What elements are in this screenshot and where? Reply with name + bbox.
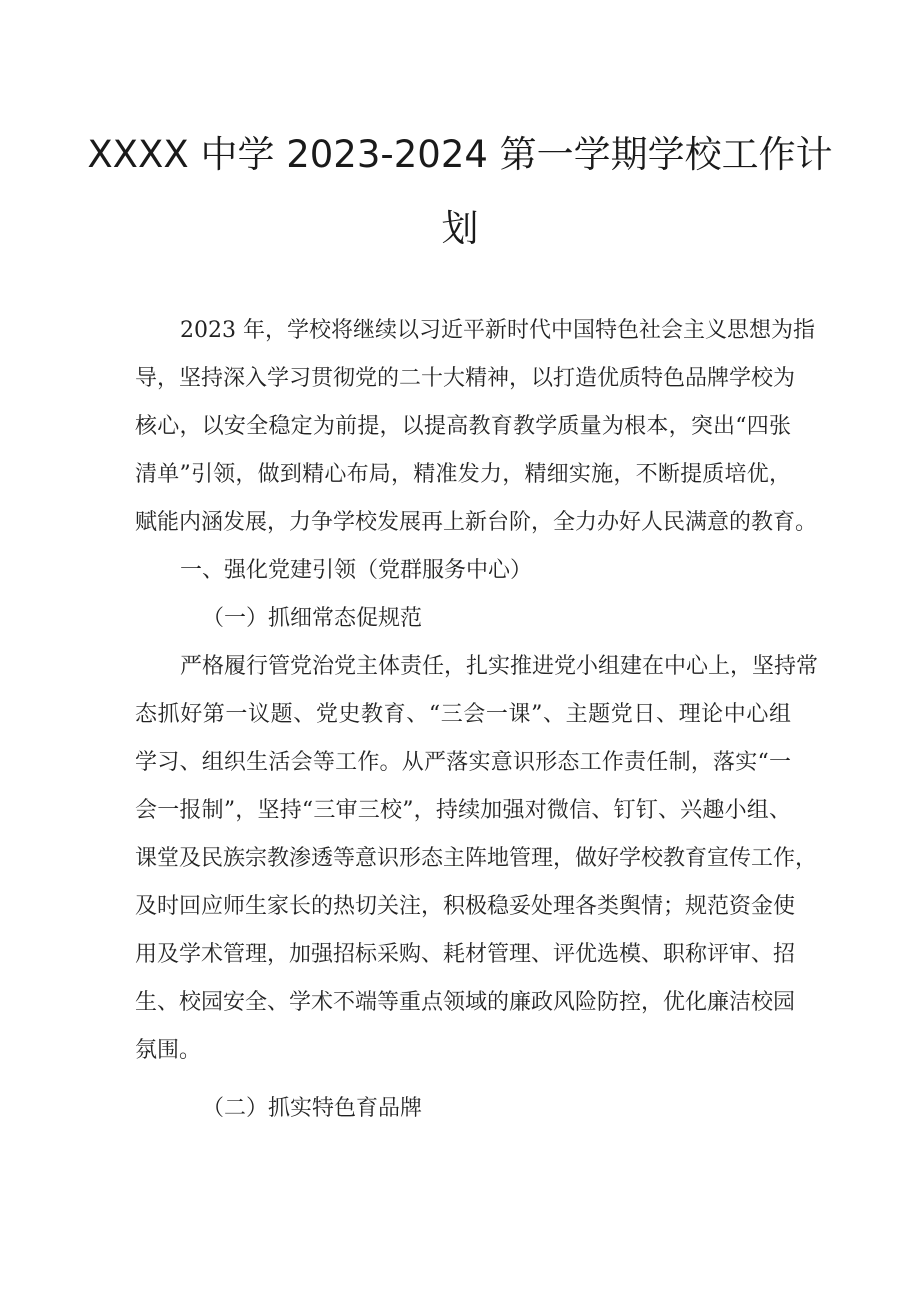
subsection-1-line-3: 学习、组织生活会等工作。从严落实意识形态工作责任制，落实“一 (135, 750, 791, 775)
intro-line-2: 导，坚持深入学习贯彻党的二十大精神，以打造优质特色品牌学校为 (135, 366, 796, 391)
intro-line-1: 2023 年，学校将继续以习近平新时代中国特色社会主义思想为指 (180, 318, 815, 343)
subsection-1-line-9: 氛围。 (135, 1038, 202, 1063)
intro-line-5: 赋能内涵发展，力争学校发展再上新台阶，全力办好人民满意的教育。 (135, 510, 818, 535)
document-title-line-2: 划 (441, 207, 479, 250)
document-title-line-1: XXXX 中学 2023-2024 第一学期学校工作计 (87, 133, 833, 176)
subsection-1-line-6: 及时回应师生家长的热切关注，积极稳妥处理各类舆情；规范资金使 (135, 894, 796, 919)
subsection-1-line-1: 严格履行管党治党主体责任，扎实推进党小组建在中心上，坚持常 (180, 654, 819, 679)
subsection-1-heading: （一）抓细常态促规范 (202, 606, 423, 631)
subsection-1-line-5: 课堂及民族宗教渗透等意识形态主阵地管理，做好学校教育宣传工作， (135, 846, 818, 871)
section-1-heading: 一、强化党建引领（党群服务中心） (180, 558, 533, 583)
subsection-1-line-7: 用及学术管理，加强招标采购、耗材管理、评优选模、职称评审、招 (135, 942, 796, 967)
intro-line-4: 清单”引领，做到精心布局，精准发力，精细实施，不断提质培优， (135, 462, 791, 487)
subsection-1-line-8: 生、校园安全、学术不端等重点领域的廉政风险防控，优化廉洁校园 (135, 990, 796, 1015)
subsection-1-line-4: 会一报制”，坚持“三审三校”，持续加强对微信、钉钉、兴趣小组、 (135, 798, 791, 823)
subsection-2-heading: （二）抓实特色育品牌 (202, 1096, 423, 1121)
subsection-1-line-2: 态抓好第一议题、党史教育、“三会一课”、主题党日、理论中心组 (135, 702, 791, 727)
intro-line-3: 核心，以安全稳定为前提，以提高教育教学质量为根本，突出“四张 (135, 414, 791, 439)
